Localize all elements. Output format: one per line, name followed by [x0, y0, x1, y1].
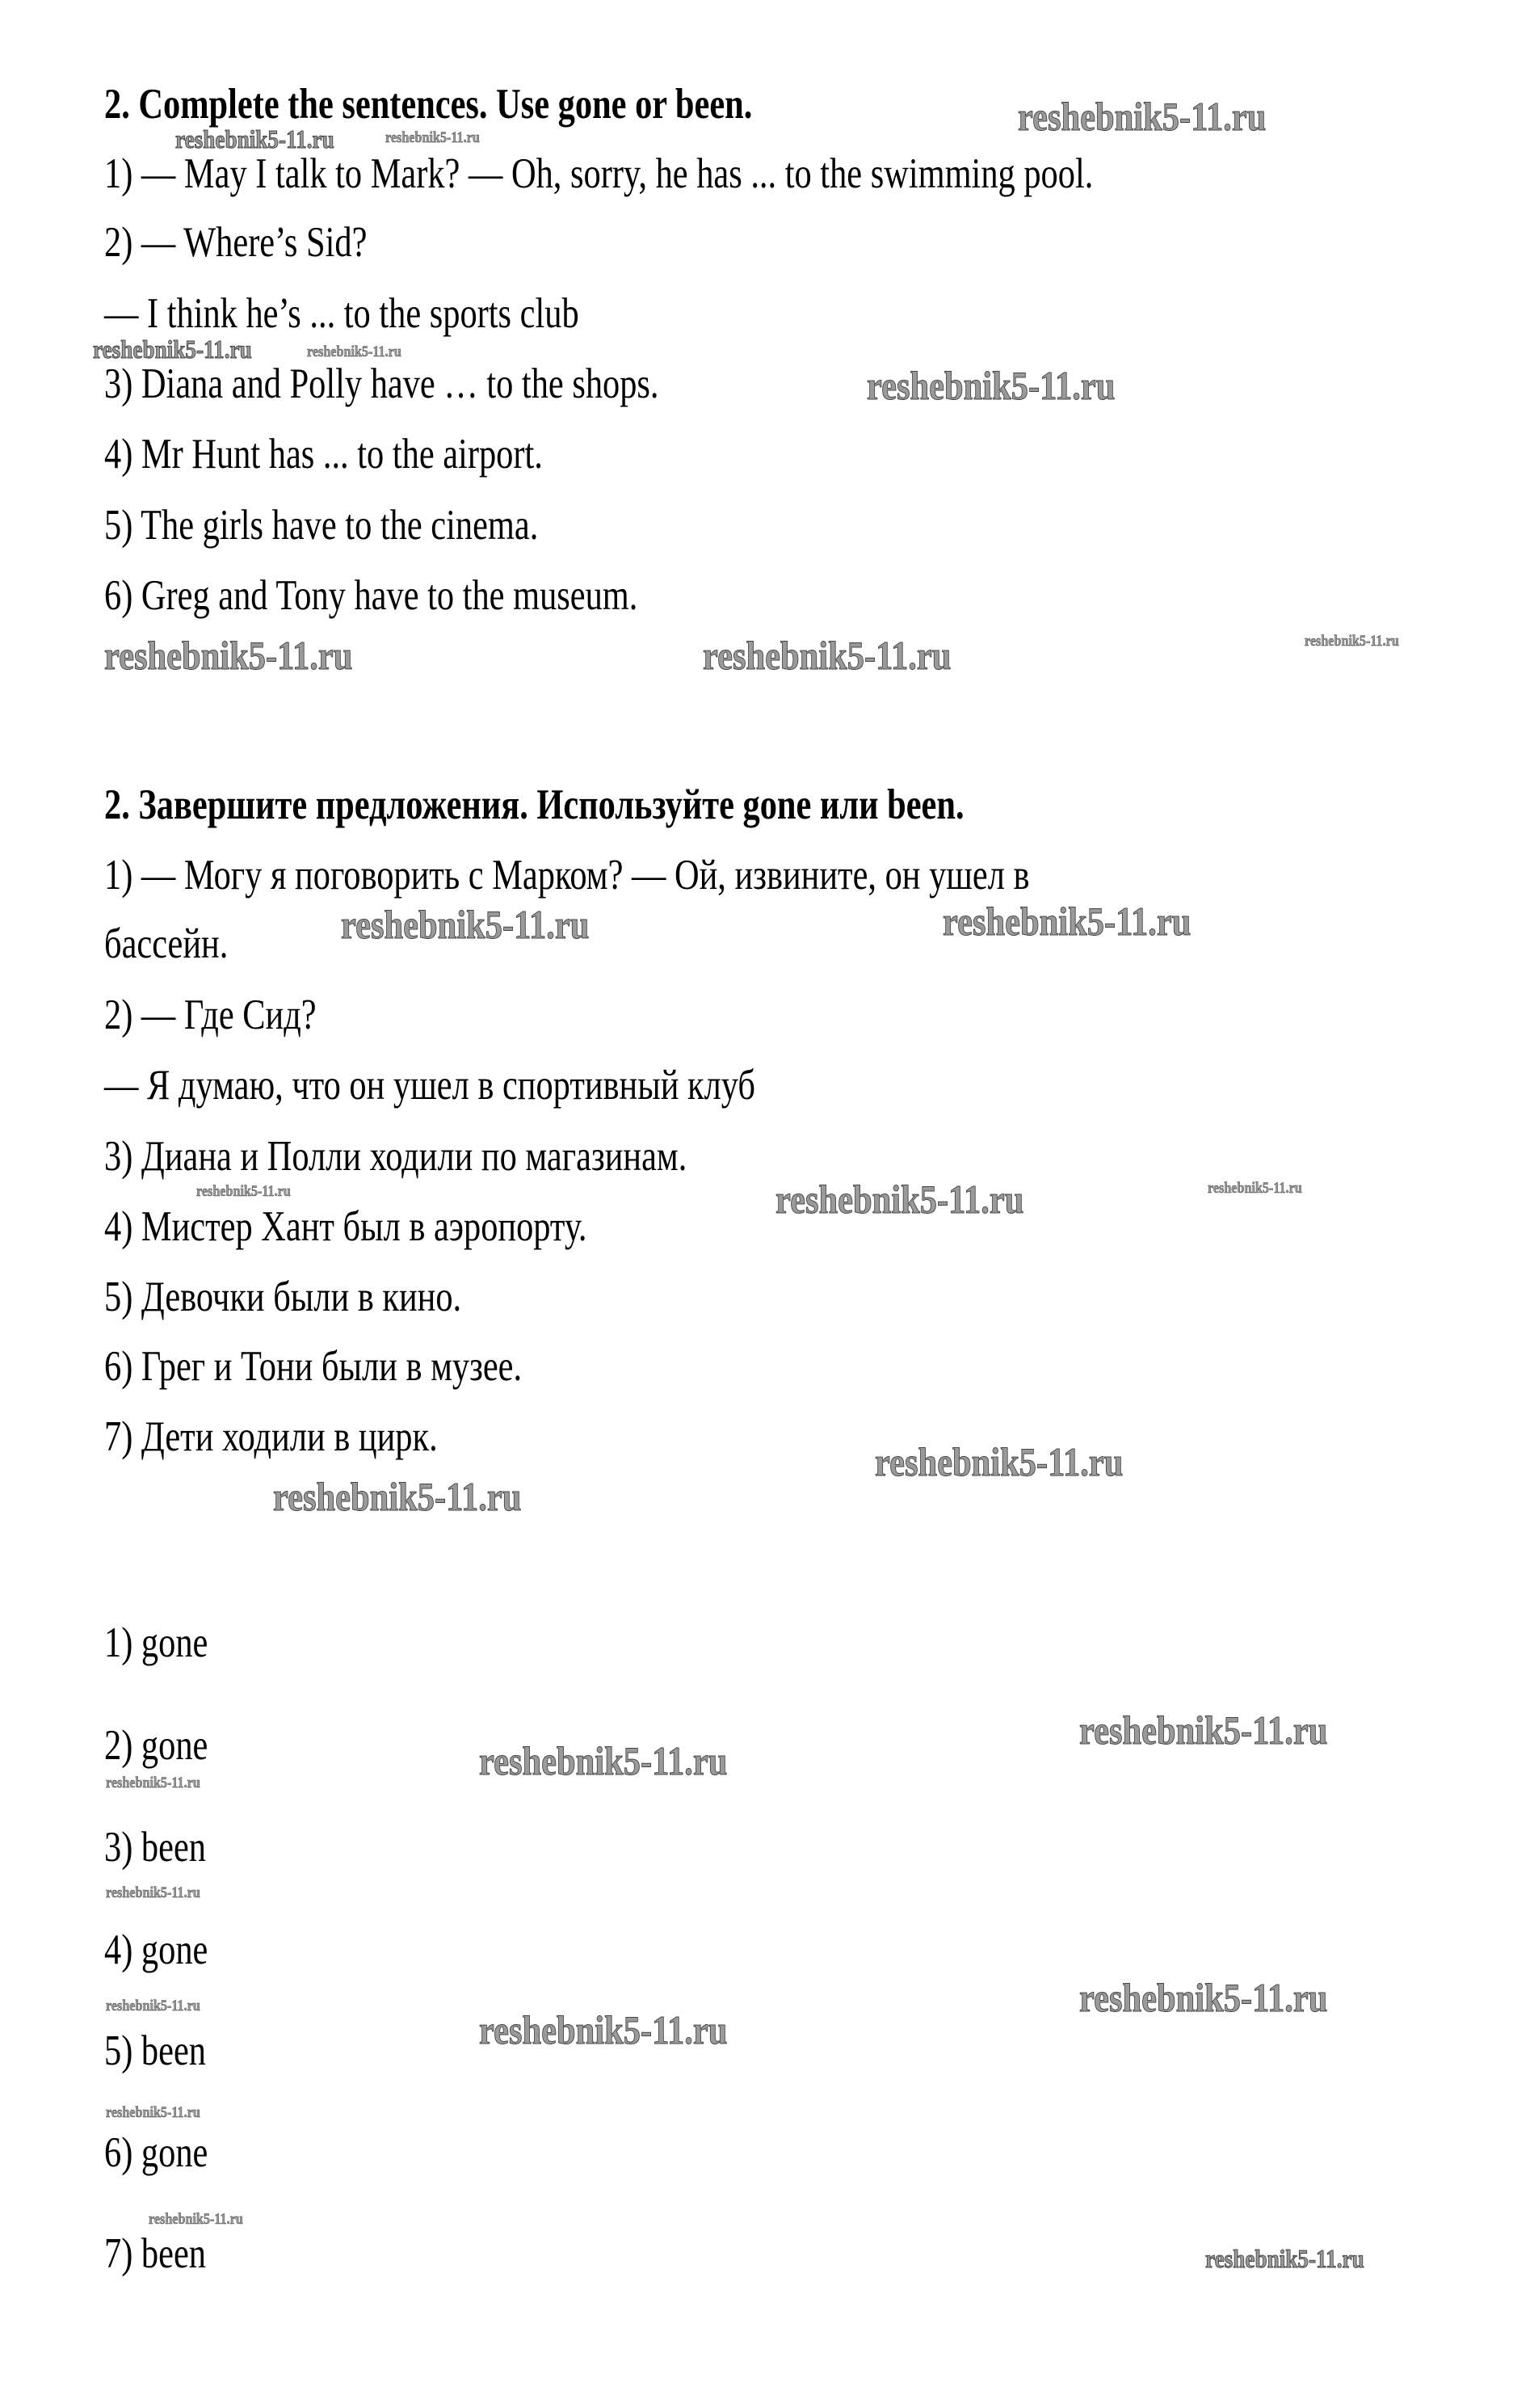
sentence-line: — Я думаю, что он ушел в спортивный клуб [104, 1062, 755, 1109]
watermark: reshebnik5-11.ru [479, 2007, 728, 2052]
watermark: reshebnik5-11.ru [775, 1177, 1024, 1222]
watermark: reshebnik5-11.ru [867, 363, 1116, 408]
watermark: reshebnik5-11.ru [307, 343, 401, 360]
watermark: reshebnik5-11.ru [1208, 1180, 1302, 1197]
sentence-line: 1) — May I talk to Mark? — Oh, sorry, he has ... to the swimming pool. [104, 150, 1094, 197]
watermark: reshebnik5-11.ru [385, 129, 480, 146]
sentence-line: 5) The girls have to the cinema. [104, 502, 539, 549]
sentence-line: 2) — Где Сид? [104, 991, 317, 1038]
watermark: reshebnik5-11.ru [703, 633, 952, 678]
answer-line: 4) gone [104, 1926, 208, 1973]
watermark: reshebnik5-11.ru [106, 1998, 200, 2014]
answer-line: 5) been [104, 2027, 206, 2074]
watermark: reshebnik5-11.ru [106, 2104, 200, 2121]
watermark: reshebnik5-11.ru [1079, 1975, 1328, 2020]
watermark: reshebnik5-11.ru [943, 899, 1191, 944]
sentence-line: 3) Diana and Polly have … to the shops. [104, 360, 659, 407]
watermark: reshebnik5-11.ru [196, 1183, 291, 1200]
answer-line: 1) gone [104, 1619, 208, 1666]
sentence-line: 4) Mr Hunt has ... to the airport. [104, 431, 543, 478]
sentence-line: 1) — Могу я поговорить с Марком? — Ой, извините, он ушел в [104, 852, 1030, 899]
watermark: reshebnik5-11.ru [106, 1774, 200, 1791]
sentence-line: 7) Дети ходили в цирк. [104, 1413, 438, 1460]
sentence-line: — I think he’s ... to the sports club [104, 290, 579, 337]
sentence-line: 3) Диана и Полли ходили по магазинам. [104, 1133, 687, 1180]
sentence-line: 4) Мистер Хант был в аэропорту. [104, 1203, 587, 1250]
sentence-line: 6) Greg and Tony have to the museum. [104, 572, 638, 619]
watermark: reshebnik5-11.ru [149, 2211, 243, 2228]
watermark: reshebnik5-11.ru [1305, 633, 1399, 650]
watermark: reshebnik5-11.ru [175, 124, 334, 154]
exercise-heading-en: 2. Complete the sentences. Use gone or been. [104, 81, 753, 128]
watermark: reshebnik5-11.ru [875, 1439, 1124, 1484]
watermark: reshebnik5-11.ru [104, 633, 353, 678]
sentence-line: 5) Девочки были в кино. [104, 1273, 462, 1320]
watermark: reshebnik5-11.ru [1018, 94, 1267, 139]
sentence-line: 6) Грег и Тони были в музее. [104, 1343, 523, 1390]
answer-line: 3) been [104, 1824, 206, 1871]
watermark: reshebnik5-11.ru [93, 335, 252, 364]
exercise-heading-ru: 2. Завершите предложения. Используйте gone или been. [104, 781, 965, 828]
sentence-line: 2) — Where’s Sid? [104, 219, 368, 266]
watermark: reshebnik5-11.ru [479, 1738, 728, 1783]
answer-line: 6) gone [104, 2129, 208, 2176]
watermark: reshebnik5-11.ru [1079, 1707, 1328, 1753]
watermark: reshebnik5-11.ru [1205, 2244, 1364, 2273]
watermark: reshebnik5-11.ru [341, 902, 590, 947]
answer-line: 7) been [104, 2230, 206, 2277]
watermark: reshebnik5-11.ru [106, 1884, 200, 1901]
sentence-line: бассейн. [104, 920, 229, 967]
watermark: reshebnik5-11.ru [273, 1474, 522, 1519]
answer-line: 2) gone [104, 1722, 208, 1769]
